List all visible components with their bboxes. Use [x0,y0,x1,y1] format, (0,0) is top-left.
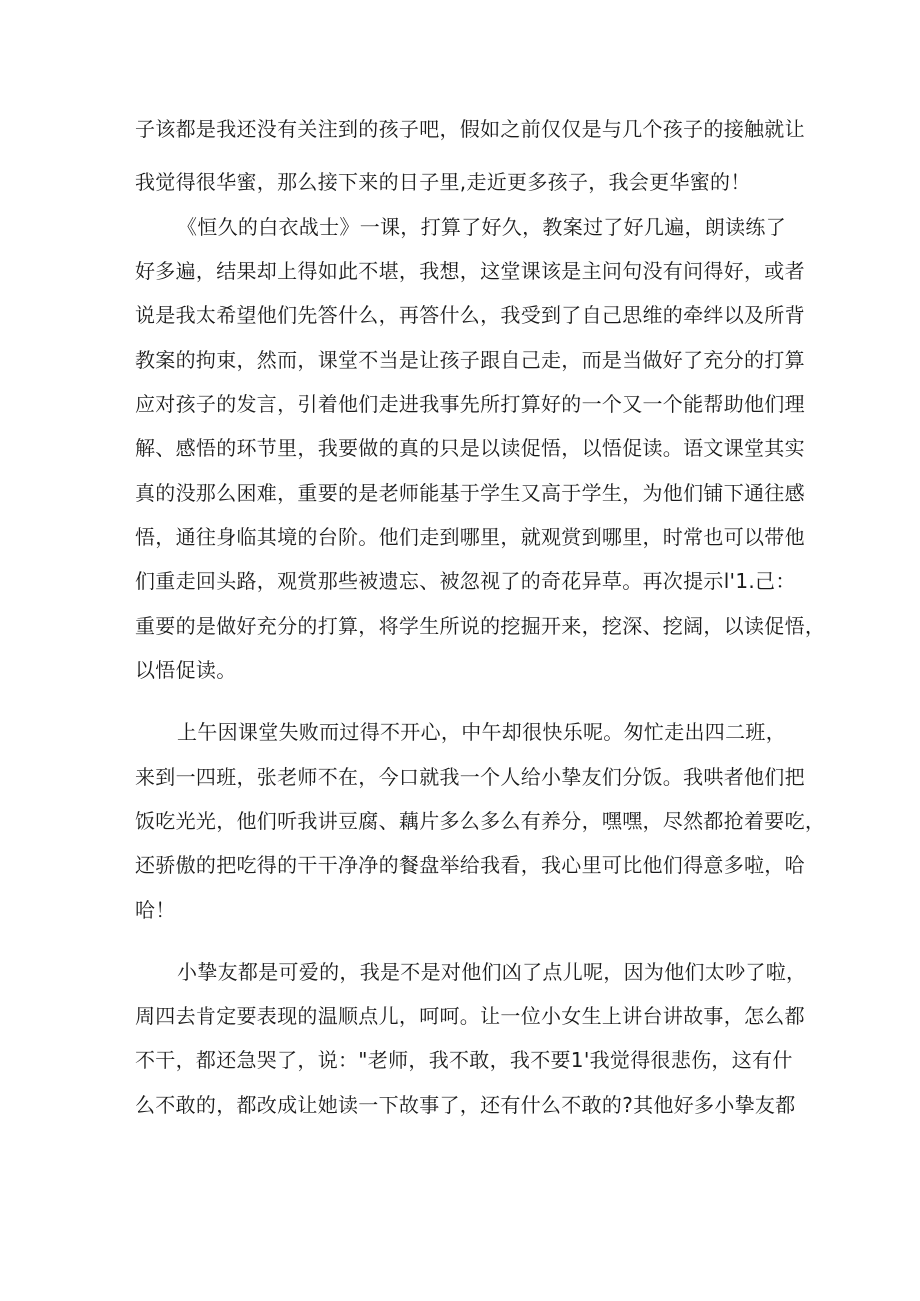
text-line: 以悟促读。 [135,658,237,682]
text-line: 不干，都还急哭了，说："老师，我不敢，我不要1'我觉得很悲伤，这有什 [135,1048,793,1072]
text-line: 来到一四班，张老师不在，今口就我一个人给小挚友们分饭。我哄者他们把 [135,765,805,789]
text-line: 好多遍，结果却上得如此不堪，我想，这堂课该是主问句没有问得好，或者 [135,259,805,283]
text-line: 周四去肯定要表现的温顺点儿，呵呵。让一位小女生上讲台讲故事，怎么都 [135,1004,805,1028]
paragraph-start-line: 《恒久的白衣战士》一课，打算了好久，教案过了好几遍，朗读练了 [177,215,786,239]
text-line: 重要的是做好充分的打算，将学生所说的挖掘开来，挖深、挖阔，以读促悟， [135,614,826,638]
text-line: 们重走回头路，观赏那些被遗忘、被忽视了的奇花异草。再次提示l'1.己： [135,569,796,593]
text-line: 么不敢的，都改成让她读一下故事了，还有什么不敢的?其他好多小挚友都 [135,1093,796,1117]
text-line: 悟，通往身临其境的台阶。他们走到哪里，就观赏到哪里，时常也可以带他 [135,525,805,549]
text-line: 子该都是我还没有关注到的孩子吧，假如之前仅仅是与几个孩子的接触就让 [135,117,805,141]
text-line: 教案的拘束，然而，课堂不当是让孩子跟自己走，而是当做好了充分的打算 [135,348,805,372]
text-line: 应对孩子的发言，引着他们走进我事先所打算好的一个又一个能帮助他们理 [135,392,805,416]
paragraph-start-line: 上午因课堂失败而过得不开心，中午却很快乐呢。匆忙走出四二班， [177,720,786,744]
text-line: 还骄傲的把吃得的干干净净的餐盘举给我看，我心里可比他们得意多啦，哈 [135,853,805,877]
text-line: 真的没那么困难，重要的是老师能基于学生又高于学生，为他们铺下通往感 [135,481,805,505]
paragraph-start-line: 小挚友都是可爱的，我是不是对他们凶了点儿呢，因为他们太吵了啦， [177,960,807,984]
text-line: 哈！ [135,898,176,922]
text-line: 说是我太希望他们先答什么，再答什么，我受到了自己思维的牵绊以及所背 [135,303,805,327]
text-line: 我觉得很华蜜，那么接下来的日子里,走近更多孩子，我会更华蜜的！ [135,170,751,194]
text-line: 解、感悟的环节里，我要做的真的只是以读促悟，以悟促读。语文课堂其实 [135,436,805,460]
text-line: 饭吃光光，他们听我讲豆腐、藕片多么多么有养分，嘿嘿，尽然都抢着要吃， [135,809,826,833]
